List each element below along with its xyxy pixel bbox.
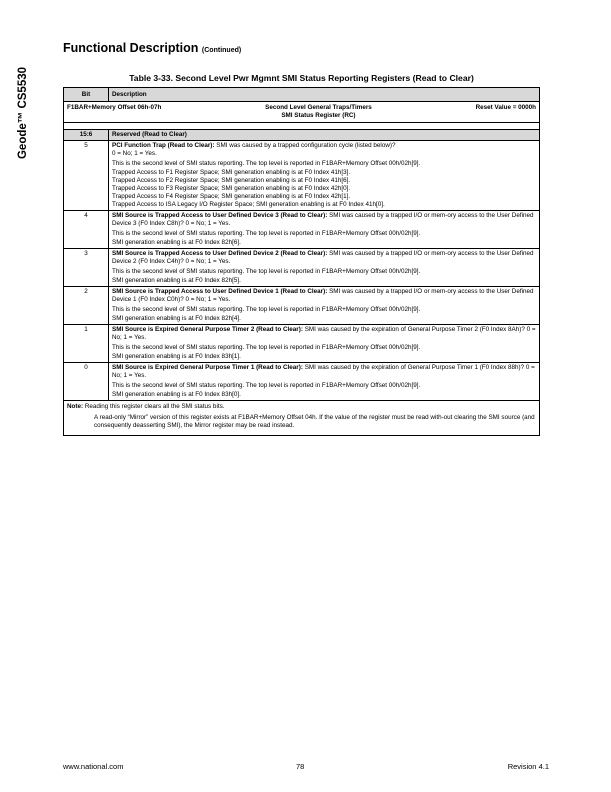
bit-cell: 4 [64,211,109,249]
note-text: Reading this register clears all the SMI status bits. [84,403,225,410]
section-continued: (Continued) [201,47,242,54]
table-row [64,287,540,325]
field-line: This is the second level of SMI status reporting. The top level is reported in F1BAR+Memory Offset 00h/02h[9]. [112,305,421,313]
description-cell [109,211,540,249]
field-title: SMI Source is Expired General Purpose Timer 1 (Read to Clear): [112,364,303,371]
footer-page-number: 78 [296,762,305,771]
table-row [64,211,540,249]
description-cell [109,141,540,211]
side-product-title: Geode™ CS5530 [17,66,29,160]
table-row [64,141,540,211]
table-row [64,130,540,141]
footer-revision: Revision 4.1 [507,762,549,771]
register-table [63,87,540,436]
table-title: Table 3-33. Second Level Pwr Mgmnt SMI Status Reporting Registers (Read to Clear) [129,73,474,83]
field-line: Trapped Access to F2 Register Space; SMI generation enabling is at F0 Index 41h[6]. [112,177,351,184]
field-title: SMI Source is Expired General Purpose Timer 2 (Read to Clear): [112,326,303,333]
offset-row [64,102,540,123]
description-cell: Reserved (Read to Clear) [109,130,540,141]
field-text: SMI was caused by a trapped I/O or mem-ory access to the User Defined Device 3 (F0 Index C8h)? 0 = No; 1 = Yes. [112,212,534,227]
bit-cell: 0 [64,363,109,401]
field-line: Trapped Access to F4 Register Space; SMI generation enabling is at F0 Index 42h[1]. [112,193,351,200]
table-row [64,249,540,287]
description-cell [109,249,540,287]
description-cell [109,287,540,325]
note-row [64,401,540,436]
spacer-row [64,123,540,130]
header-bit: Bit [64,88,109,102]
field-line: Trapped Access to F3 Register Space; SMI generation enabling is at F0 Index 42h[0]. [112,185,351,192]
table-row [64,325,540,363]
field-text: SMI was caused by a trapped configuration cycle (listed below)? [214,142,396,149]
bit-cell: 2 [64,287,109,325]
note-mirror-text: A read-only “Mirror” version of this register exists at F1BAR+Memory Offset 04h. If the value of the register must be read with-out clearing the SMI source (and consequently deasserting SMI), the Mirror register may be read instead. [94,414,535,429]
field-text: SMI was caused by the expiration of General Purpose Timer 1 (F0 Index 88h)? 0 = No; 1 = Yes. [112,364,535,379]
register-offset: F1BAR+Memory Offset 06h-07h [67,104,162,111]
field-line: SMI generation enabling is at F0 Index 83h[1]. [112,353,241,360]
table-header-row [64,88,540,102]
field-line: Trapped Access to ISA Legacy I/O Register Space; SMI generation enabling is at F0 Index 41h[0]. [112,201,385,208]
section-title [63,41,241,55]
section-title-text: Functional Description [63,41,199,55]
field-line: SMI generation enabling is at F0 Index 83h[0]. [112,391,241,398]
field-line: SMI generation enabling is at F0 Index 82h[6]. [112,239,241,246]
description-cell [109,325,540,363]
field-line: This is the second level of SMI status reporting. The top level is reported in F1BAR+Memory Offset 00h/02h[9]. [112,159,421,167]
field-text: SMI was caused by a trapped I/O or mem-ory access to the User Defined Device 1 (F0 Index C0h)? 0 = No; 1 = Yes. [112,288,534,303]
description-cell [109,363,540,401]
bit-cell: 3 [64,249,109,287]
table-row [64,363,540,401]
note-label: Note: [67,403,84,410]
header-description: Description [109,88,540,102]
field-title: PCI Function Trap (Read to Clear): [112,142,215,149]
field-values: 0 = No; 1 = Yes. [112,150,157,157]
note-cell [64,401,540,436]
field-text: SMI was caused by the expiration of General Purpose Timer 2 (F0 Index 8Ah)? 0 = No; 1 = Yes. [112,326,536,341]
field-title: SMI Source is Trapped Access to User Defined Device 1 (Read to Clear): [112,288,328,295]
bit-cell: 1 [64,325,109,363]
reset-value: Reset Value = 0000h [475,104,536,111]
field-text: SMI was caused by a trapped I/O or mem-ory access to the User Defined Device 2 (F0 Index C4h)? 0 = No; 1 = Yes. [112,250,534,265]
field-line: This is the second level of SMI status reporting. The top level is reported in F1BAR+Memory Offset 00h/02h[9]. [112,267,421,275]
footer-website: www.national.com [63,762,124,771]
field-line: This is the second level of SMI status reporting. The top level is reported in F1BAR+Memory Offset 00h/02h[9]. [112,343,421,351]
field-line: This is the second level of SMI status reporting. The top level is reported in F1BAR+Memory Offset 00h/02h[9]. [112,229,421,237]
bit-cell: 5 [64,141,109,211]
field-line: Trapped Access to F1 Register Space; SMI generation enabling is at F0 Index 41h[3]. [112,169,351,176]
field-line: SMI generation enabling is at F0 Index 82h[4]. [112,315,241,322]
field-line: SMI generation enabling is at F0 Index 82h[5]. [112,277,241,284]
bit-cell: 15:6 [64,130,109,141]
field-title: SMI Source is Trapped Access to User Defined Device 2 (Read to Clear): [112,250,328,257]
field-title: SMI Source is Trapped Access to User Defined Device 3 (Read to Clear): [112,212,328,219]
register-name: Second Level General Traps/Timers SMI Status Register (RC) [265,104,372,119]
field-line: This is the second level of SMI status reporting. The top level is reported in F1BAR+Memory Offset 00h/02h[9]. [112,381,421,389]
